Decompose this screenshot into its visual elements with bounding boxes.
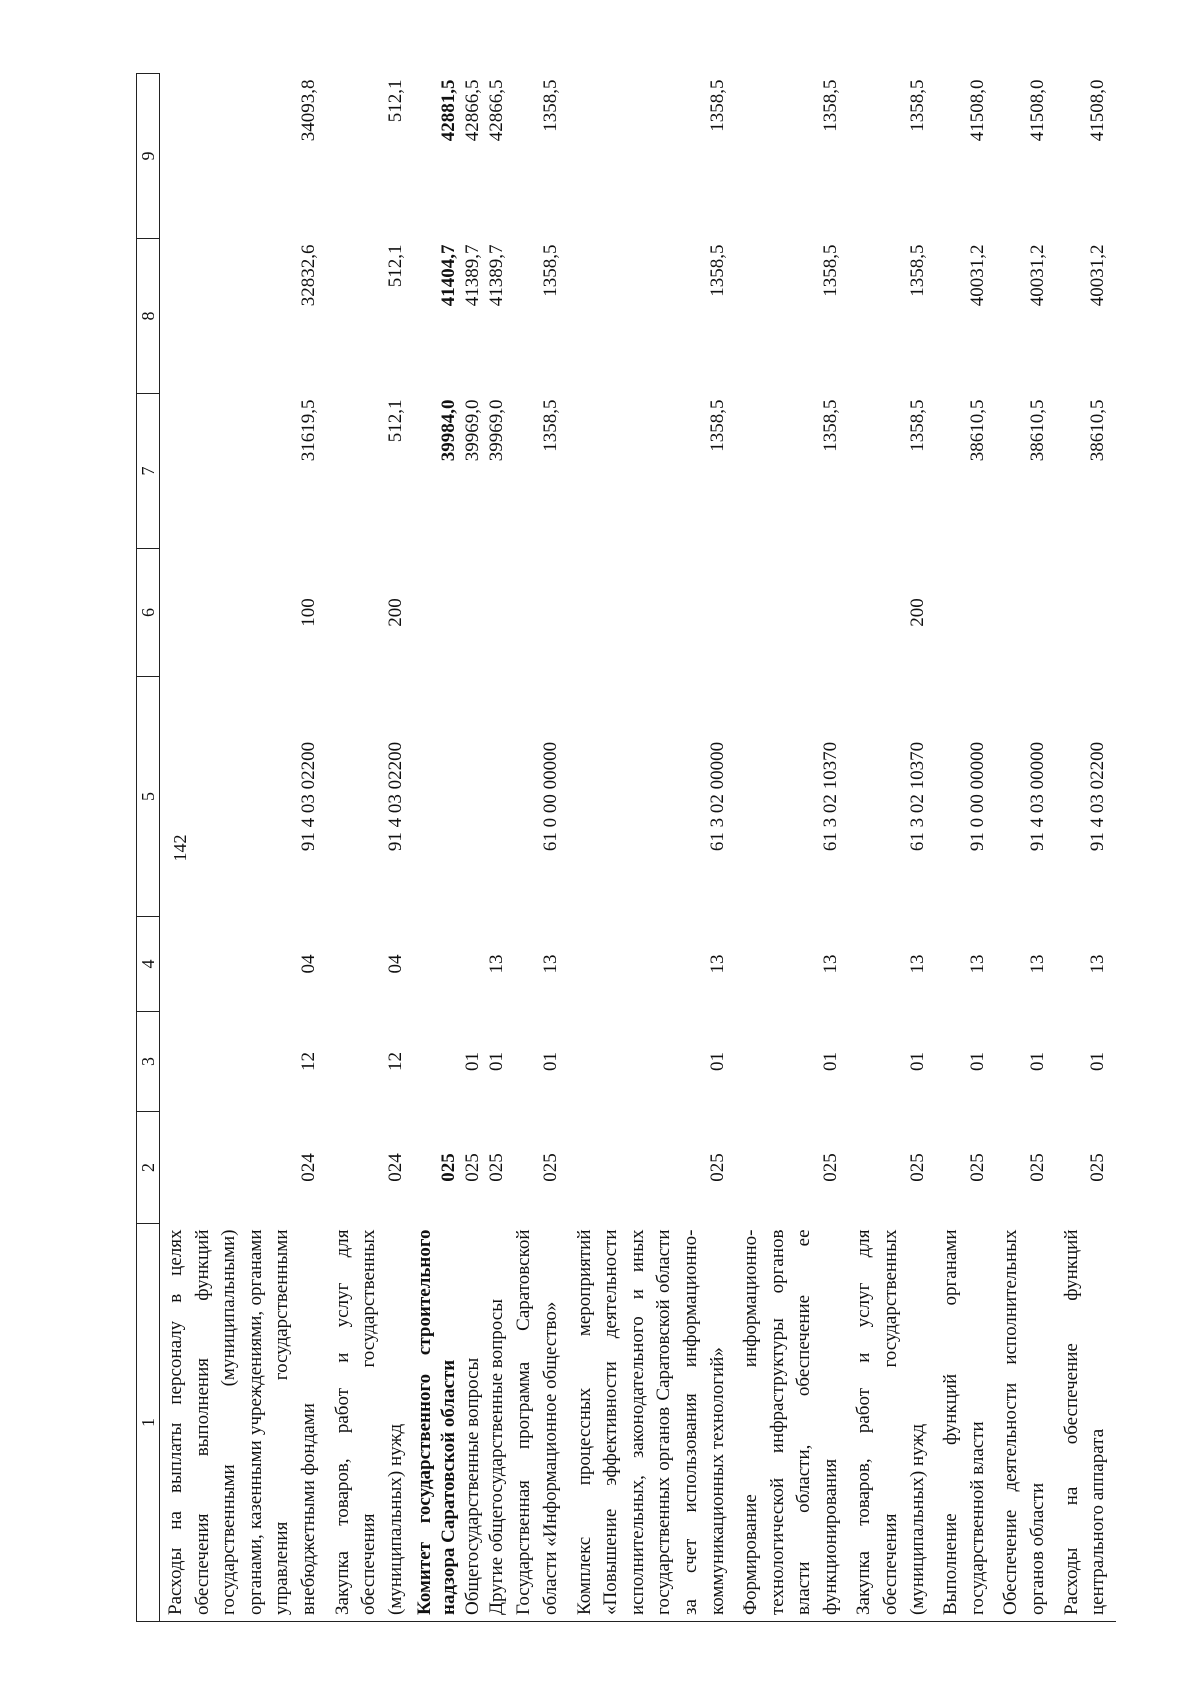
table-row [848, 74, 935, 1622]
col-header-8: 8 [137, 239, 160, 394]
row-cell-4: 13 [819, 954, 841, 974]
row-cell-3: 01 [539, 1052, 561, 1071]
row-cell-2: 025 [539, 1153, 561, 1182]
row-cell-8: 41404,7 [438, 244, 460, 307]
row-cell-5 [413, 677, 461, 917]
col-header-6: 6 [137, 549, 160, 677]
row-cell-9: 1358,5 [906, 79, 928, 132]
row-cell-5: 91 4 03 02200 [384, 741, 406, 852]
row-cell-4: 13 [706, 954, 728, 974]
row-cell-9: 512,1 [384, 79, 406, 123]
row-cell-8: 1358,5 [706, 244, 728, 297]
row-cell-9: 34093,8 [297, 79, 319, 142]
row-cell-6 [1056, 549, 1116, 677]
row-name-cell: Формирование информационно-технологической инфраструктуры органов власти области, обеспечение ее функционирования [735, 1224, 848, 1622]
row-cell-3: 12 [297, 1052, 319, 1071]
row-name-cell: Государственная программа Саратовской области «Информационное общество» [508, 1224, 568, 1622]
row-cell-5: 61 3 02 10370 [906, 741, 928, 852]
col-header-4: 4 [137, 917, 160, 1012]
row-cell-9: 1358,5 [539, 79, 561, 132]
row-cell-6: 100 [297, 598, 319, 627]
page-number: 142 [169, 834, 190, 862]
row-cell-9: 42881,5 [438, 79, 460, 142]
row-cell-4 [461, 917, 485, 1012]
row-cell-2: 024 [384, 1153, 406, 1182]
row-cell-2: 025 [461, 1153, 483, 1182]
table-row [1056, 74, 1116, 1622]
row-cell-4: 13 [1027, 954, 1049, 974]
row-cell-2: 025 [485, 1153, 507, 1182]
row-cell-2: 025 [1087, 1153, 1109, 1182]
row-cell-9: 1358,5 [706, 79, 728, 132]
row-cell-5: 91 4 03 02200 [297, 741, 319, 852]
row-cell-3: 01 [706, 1052, 728, 1071]
row-cell-7: 1358,5 [819, 399, 841, 452]
row-name-cell: Другие общегосударственные вопросы [485, 1224, 509, 1622]
row-cell-8: 1358,5 [819, 244, 841, 297]
row-cell-7: 31619,5 [297, 399, 319, 462]
row-cell-7: 1358,5 [706, 399, 728, 452]
row-name-cell: Выполнение функций органами государственной власти [935, 1224, 995, 1622]
row-cell-6 [461, 549, 485, 677]
row-cell-6: 200 [906, 598, 928, 627]
col-header-3: 3 [137, 1012, 160, 1112]
row-cell-8: 512,1 [384, 244, 406, 288]
row-cell-9: 42866,5 [461, 79, 483, 142]
row-cell-8: 40031,2 [1027, 244, 1049, 307]
row-cell-5: 91 4 03 00000 [1027, 741, 1049, 852]
col-header-5: 5 [137, 677, 160, 917]
row-cell-3: 01 [485, 1052, 507, 1071]
table-row [485, 74, 509, 1622]
row-cell-4: 13 [485, 954, 507, 974]
table-row [461, 74, 485, 1622]
table-row [935, 74, 995, 1622]
row-cell-8: 1358,5 [539, 244, 561, 297]
row-cell-6 [935, 549, 995, 677]
row-cell-8: 40031,2 [966, 244, 988, 307]
row-cell-2: 025 [966, 1153, 988, 1182]
row-cell-6: 200 [384, 598, 406, 627]
header-row [137, 74, 160, 1622]
row-name-cell: Расходы на обеспечение функций центрального аппарата [1056, 1224, 1116, 1622]
row-cell-2: 025 [819, 1153, 841, 1182]
col-header-2: 2 [137, 1112, 160, 1224]
row-name-cell: Обеспечение деятельности исполнительных органов области [995, 1224, 1055, 1622]
row-cell-7: 1358,5 [906, 399, 928, 452]
row-name-cell: Комитет государственного строительного надзора Саратовской области [413, 1224, 461, 1622]
budget-table [136, 73, 1116, 1622]
row-cell-5: 61 3 02 10370 [819, 741, 841, 852]
row-cell-2: 025 [906, 1153, 928, 1182]
row-name-cell: Комплекс процессных мероприятий «Повышение эффективности деятельности исполнительных, законодательного и иных государственных органов Саратовской области за счет использования информационно-коммуникационных технологий» [569, 1224, 736, 1622]
row-cell-7: 38610,5 [966, 399, 988, 462]
row-cell-4: 13 [906, 954, 928, 974]
row-cell-3: 12 [384, 1052, 406, 1071]
row-cell-9: 42866,5 [485, 79, 507, 142]
row-cell-6 [735, 549, 848, 677]
table-row [569, 74, 736, 1622]
col-header-1: 1 [137, 1224, 160, 1622]
row-cell-8: 41389,7 [485, 244, 507, 307]
table-row [508, 74, 568, 1622]
row-cell-7: 39969,0 [461, 399, 483, 462]
row-cell-2: 025 [706, 1153, 728, 1182]
row-cell-9: 41508,0 [966, 79, 988, 142]
row-cell-4 [413, 917, 461, 1012]
row-cell-5: 61 3 02 00000 [706, 741, 728, 852]
row-cell-5 [461, 677, 485, 917]
row-cell-3: 01 [819, 1052, 841, 1071]
row-cell-4: 13 [966, 954, 988, 974]
row-cell-7: 39984,0 [438, 399, 460, 462]
row-cell-4: 13 [539, 954, 561, 974]
row-cell-7: 39969,0 [485, 399, 507, 462]
table-row [160, 74, 327, 1622]
row-name-cell: Закупка товаров, работ и услуг для обеспечения государственных (муниципальных) нужд [848, 1224, 935, 1622]
row-cell-7: 512,1 [384, 399, 406, 443]
row-cell-3: 01 [461, 1052, 483, 1071]
row-cell-4: 13 [1087, 954, 1109, 974]
row-cell-7: 1358,5 [539, 399, 561, 452]
row-cell-6 [485, 549, 509, 677]
row-cell-6 [413, 549, 461, 677]
row-cell-6 [508, 549, 568, 677]
row-cell-3: 01 [1087, 1052, 1109, 1071]
row-cell-7: 38610,5 [1027, 399, 1049, 462]
row-cell-9: 1358,5 [819, 79, 841, 132]
row-cell-3: 01 [966, 1052, 988, 1071]
row-cell-5: 91 0 00 00000 [966, 741, 988, 852]
table-row [413, 74, 461, 1622]
row-cell-4: 04 [384, 954, 406, 974]
row-cell-3: 01 [1027, 1052, 1049, 1071]
row-cell-2: 024 [297, 1153, 319, 1182]
table-body [160, 74, 1116, 1622]
row-cell-8: 1358,5 [906, 244, 928, 297]
row-name-cell: Расходы на выплаты персоналу в целях обеспечения выполнения функций государственными (муниципальными) органами, казенными учреждениями, органами управления государственными внебюджетными фондами [160, 1224, 327, 1622]
row-cell-2: 025 [1027, 1153, 1049, 1182]
row-cell-6 [995, 549, 1055, 677]
col-header-9: 9 [137, 74, 160, 239]
row-name-cell: Общегосударственные вопросы [461, 1224, 485, 1622]
row-cell-5 [485, 677, 509, 917]
row-cell-3 [413, 1012, 461, 1112]
col-header-7: 7 [137, 394, 160, 549]
budget-table-rotated [136, 74, 1165, 1622]
row-cell-5: 91 4 03 02200 [1087, 741, 1109, 852]
table-row [735, 74, 848, 1622]
row-cell-9: 41508,0 [1027, 79, 1049, 142]
row-cell-6 [569, 549, 736, 677]
row-cell-8: 32832,6 [297, 244, 319, 307]
table-row [327, 74, 414, 1622]
row-cell-8: 40031,2 [1087, 244, 1109, 307]
row-cell-5: 61 0 00 00000 [539, 741, 561, 852]
row-cell-4: 04 [297, 954, 319, 974]
row-cell-7: 38610,5 [1087, 399, 1109, 462]
row-name-cell: Закупка товаров, работ и услуг для обеспечения государственных (муниципальных) нужд [327, 1224, 414, 1622]
row-cell-9: 41508,0 [1087, 79, 1109, 142]
row-cell-2: 025 [438, 1153, 460, 1182]
row-cell-3: 01 [906, 1052, 928, 1071]
table-row [995, 74, 1055, 1622]
row-cell-8: 41389,7 [461, 244, 483, 307]
